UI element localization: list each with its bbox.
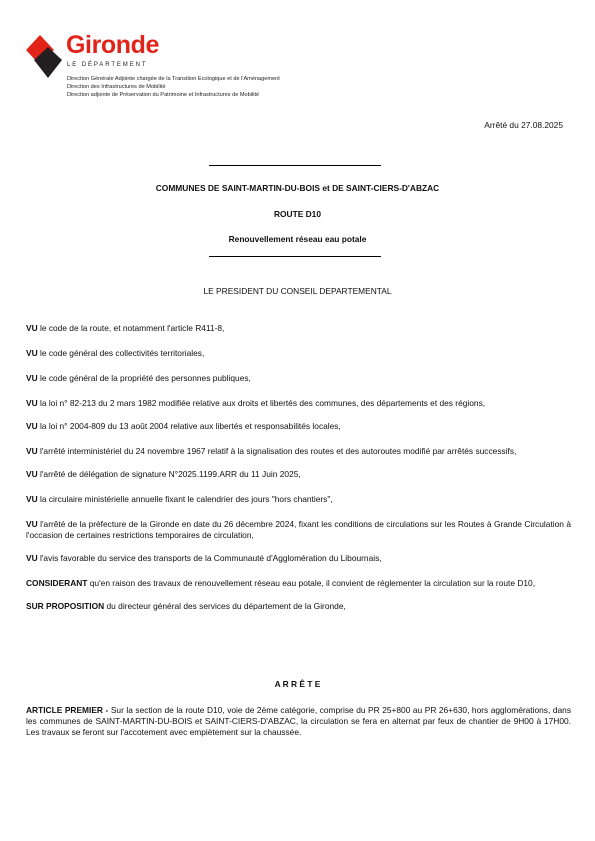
consideration-item [26, 601, 571, 612]
consideration-item [26, 469, 571, 480]
direction-line: Direction des Infrastructures de Mobilité [67, 84, 166, 90]
consideration-lead: VU [26, 398, 38, 408]
article-lead: ARTICLE PREMIER - [26, 705, 109, 715]
separator-line [209, 165, 381, 166]
arrete-heading: A R R Ê T E [274, 679, 321, 689]
consideration-lead: VU [26, 519, 38, 529]
logo-name: Gironde [66, 31, 160, 59]
separator-line [209, 256, 381, 257]
consideration-text: la loi n° 82-213 du 2 mars 1982 modifiée relative aux droits et libertés des communes, des départements et des régions, [37, 398, 486, 408]
consideration-lead: VU [26, 494, 38, 504]
consideration-text: l'avis favorable du service des transports de la Communauté d'Agglomération du Libournais, [37, 553, 382, 563]
consideration-text: l'arrêté de délégation de signature N°2025.1199.ARR du 11 Juin 2025, [37, 469, 301, 479]
consideration-item [26, 323, 571, 334]
consideration-item [26, 494, 571, 505]
article-premier [26, 705, 571, 738]
considerations-list [26, 323, 571, 624]
consideration-item [26, 421, 571, 432]
consideration-text: la circulaire ministérielle annuelle fixant le calendrier des jours "hors chantiers", [37, 494, 333, 504]
consideration-lead: VU [26, 421, 38, 431]
authority-title: LE PRESIDENT DU CONSEIL DEPARTEMENTAL [203, 286, 392, 296]
logo-subtitle: LE DÉPARTEMENT [67, 62, 148, 68]
directions-block [67, 75, 280, 99]
consideration-lead: VU [26, 553, 38, 563]
consideration-item [26, 348, 571, 359]
consideration-item [26, 398, 571, 409]
consideration-text: la loi n° 2004-809 du 13 août 2004 relative aux libertés et responsabilités locales, [37, 421, 341, 431]
consideration-lead: CONSIDERANT [26, 578, 88, 588]
consideration-text: le code général de la propriété des personnes publiques, [37, 373, 251, 383]
consideration-lead: SUR PROPOSITION [26, 601, 105, 611]
consideration-lead: VU [26, 348, 38, 358]
consideration-item [26, 578, 571, 589]
route-title: ROUTE D10 [273, 209, 321, 219]
communes-title: COMMUNES DE SAINT-MARTIN-DU-BOIS et DE SAINT-CIERS-D'ABZAC [155, 183, 440, 193]
consideration-text: du directeur général des services du département de la Gironde, [104, 601, 346, 611]
consideration-item [26, 519, 571, 541]
consideration-text: l'arrêté de la préfecture de la Gironde en date du 26 décembre 2024, fixant les conditions de circulations sur les Routes à Grande Circulation à l'occasion de certaines restrictions temporaires de circulation, [26, 519, 571, 540]
consideration-lead: VU [26, 446, 38, 456]
gironde-logo-icon [24, 32, 64, 82]
consideration-item [26, 446, 571, 457]
direction-line: Direction Générale Adjointe chargée de la Transition Ecologique et de l'Aménagement [67, 76, 280, 82]
subject-title: Renouvellement réseau eau potale [228, 234, 367, 244]
consideration-text: le code de la route, et notamment l'article R411-8, [37, 323, 225, 333]
consideration-text: qu'en raison des travaux de renouvellement réseau eau potale, il convient de réglementer la circulation sur la route D10, [87, 578, 536, 588]
consideration-lead: VU [26, 469, 38, 479]
consideration-item [26, 373, 571, 384]
direction-line: Direction adjointe de Préservation du Patrimoine et Infrastructures de Mobilité [67, 92, 260, 98]
consideration-text: le code général des collectivités territoriales, [37, 348, 205, 358]
decree-date: Arrêté du 27.08.2025 [484, 120, 563, 130]
consideration-item [26, 553, 571, 564]
consideration-lead: VU [26, 323, 38, 333]
consideration-text: l'arrêté interministériel du 24 novembre 1967 relatif à la signalisation des routes et des autoroutes modifié par arrêtés successifs, [37, 446, 517, 456]
consideration-lead: VU [26, 373, 38, 383]
article-text: Sur la section de la route D10, voie de 2ème catégorie, comprise du PR 25+800 au PR 26+630, hors agglomérations, dans les communes de SAINT-MARTIN-DU-BOIS et SAINT-CIERS-D'ABZAC, la circulation se fera en alternat par feux de chantier de 9H00 à 17H00. Les travaux se feront sur l'accotement avec empiètement sur la chaussée. [26, 705, 572, 737]
